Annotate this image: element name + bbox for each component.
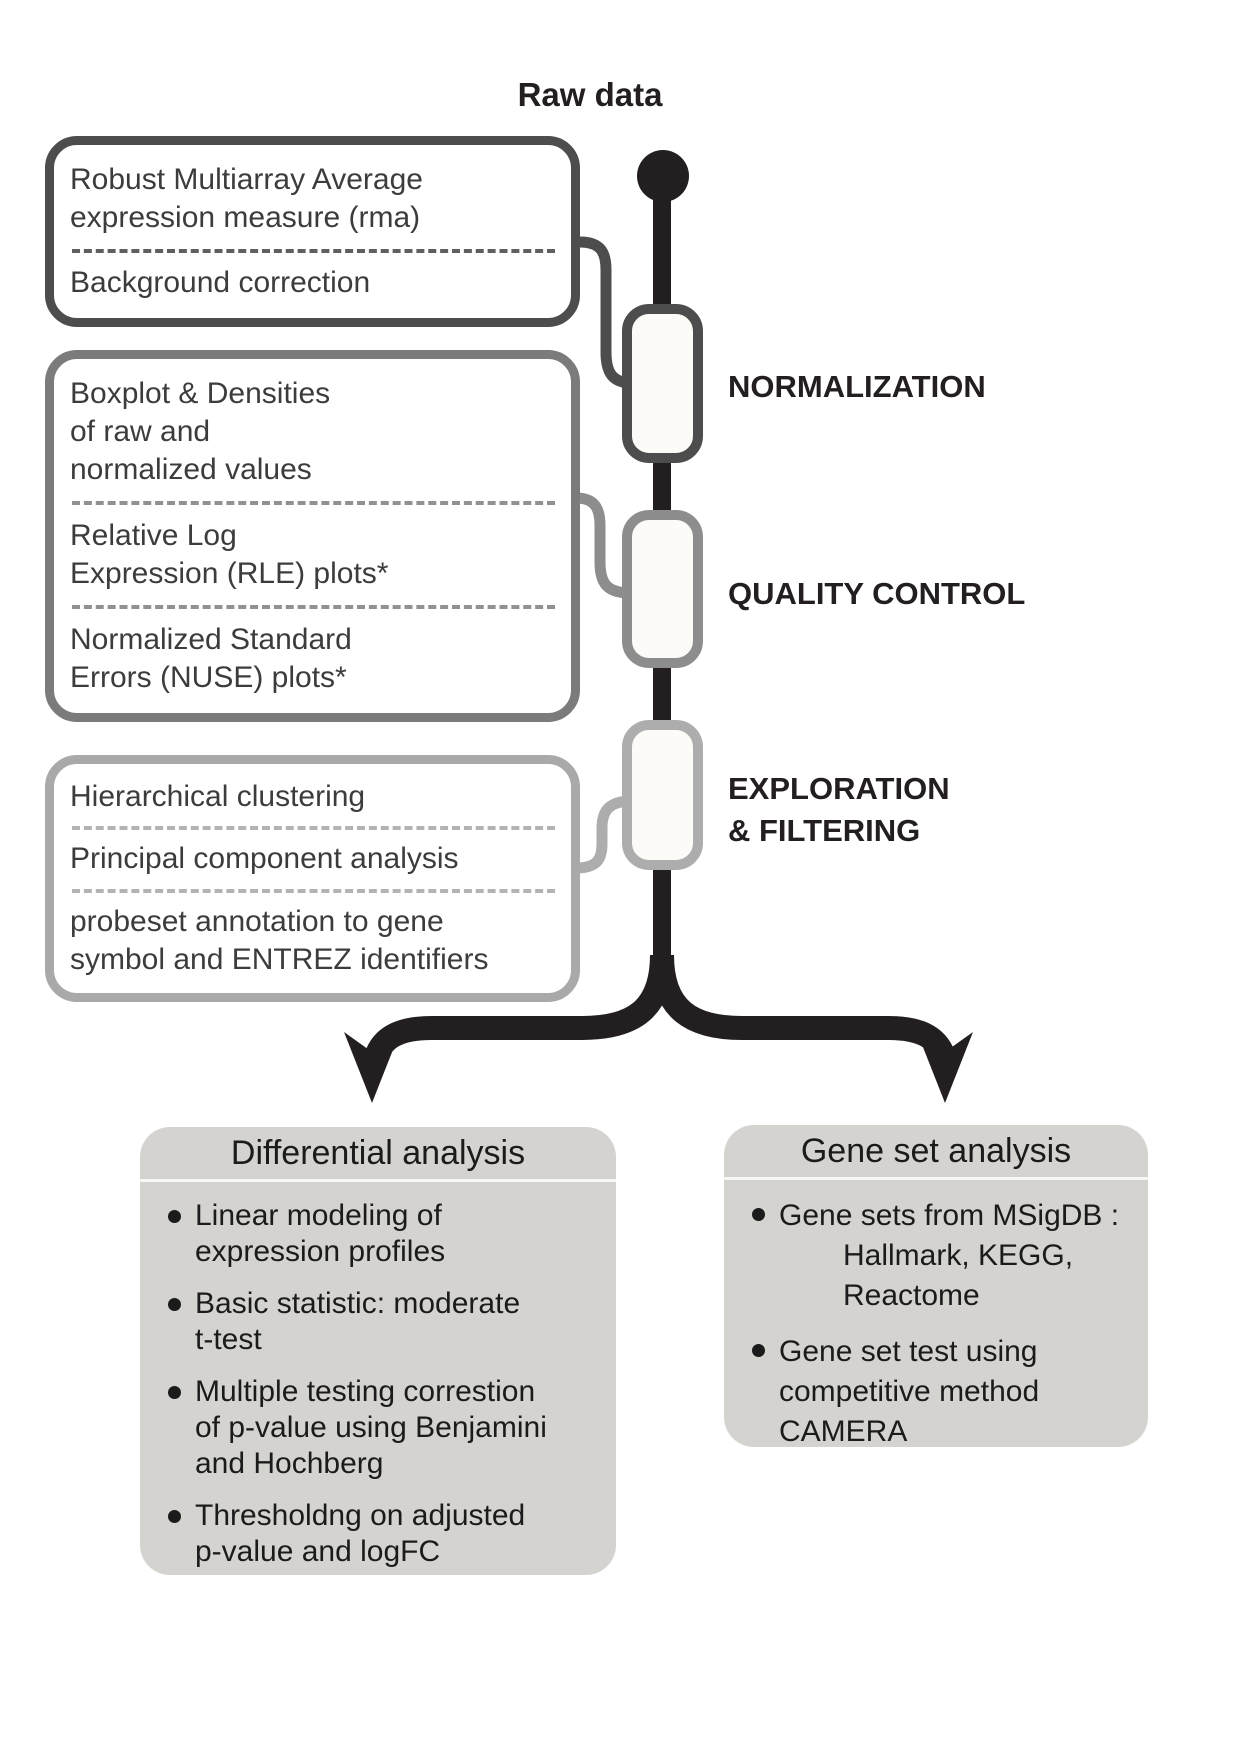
analysis-box-body bbox=[140, 1182, 616, 1570]
analysis-box-title: Gene set analysis bbox=[724, 1125, 1148, 1180]
method-line: of raw and bbox=[70, 415, 211, 448]
bullet-text bbox=[779, 1196, 1119, 1316]
method-section bbox=[70, 621, 557, 697]
bullet-line: Reactome bbox=[843, 1279, 980, 1312]
stage-label-line: EXPLORATION bbox=[728, 771, 950, 806]
method-line: normalized values bbox=[70, 453, 312, 486]
method-line: Expression (RLE) plots* bbox=[70, 557, 389, 590]
bullet-item bbox=[752, 1332, 1140, 1452]
dashed-divider bbox=[72, 605, 555, 609]
bullet-line: t-test bbox=[195, 1323, 262, 1356]
analysis-box-gene-set bbox=[724, 1125, 1148, 1447]
analysis-box-title: Differential analysis bbox=[140, 1127, 616, 1182]
bullet-item bbox=[168, 1498, 608, 1570]
bullet-line: and Hochberg bbox=[195, 1447, 384, 1480]
bullet-line: expression profiles bbox=[195, 1235, 446, 1268]
stage-node-exploration bbox=[627, 725, 698, 865]
bullet-item bbox=[168, 1286, 608, 1358]
method-section bbox=[70, 840, 557, 878]
method-section bbox=[70, 264, 557, 302]
method-section bbox=[70, 778, 557, 816]
method-line: Background correction bbox=[70, 266, 371, 300]
bullet-line: competitive method bbox=[779, 1375, 1040, 1408]
bullet-item bbox=[168, 1198, 608, 1270]
method-box-quality-control bbox=[45, 350, 580, 722]
bullet-line: Basic statistic: moderate bbox=[195, 1287, 521, 1320]
bullet-line: CAMERA bbox=[779, 1415, 908, 1448]
method-line: Principal component analysis bbox=[70, 842, 459, 876]
method-line: probeset annotation to gene bbox=[70, 904, 444, 938]
stage-label-quality-control: QUALITY CONTROL bbox=[728, 576, 1026, 611]
branch-right bbox=[662, 955, 945, 1060]
dashed-divider bbox=[72, 501, 555, 505]
dashed-divider bbox=[72, 249, 555, 253]
raw-data-node bbox=[637, 150, 689, 202]
method-line: Hierarchical clustering bbox=[70, 780, 366, 814]
dashed-divider bbox=[72, 826, 555, 830]
stage-node-quality-control bbox=[627, 515, 698, 663]
bullet-text bbox=[779, 1332, 1039, 1452]
bullet-item bbox=[752, 1196, 1140, 1316]
bullet-line: Gene sets from MSigDB : bbox=[779, 1199, 1120, 1232]
bullet-text bbox=[195, 1374, 547, 1482]
method-section bbox=[70, 517, 557, 593]
method-line: Relative Log bbox=[70, 519, 237, 552]
bullet-text bbox=[195, 1498, 525, 1570]
bullet-item bbox=[168, 1374, 608, 1482]
bullet-line: of p-value using Benjamini bbox=[195, 1411, 547, 1444]
stage-label-line: & FILTERING bbox=[728, 813, 921, 848]
bullet-line: p-value and logFC bbox=[195, 1535, 441, 1568]
bullet-line: Hallmark, KEGG, bbox=[843, 1239, 1074, 1272]
method-section bbox=[70, 903, 557, 979]
dashed-divider bbox=[72, 889, 555, 893]
method-line: Boxplot & Densities bbox=[70, 377, 331, 410]
method-line: expression measure (rma) bbox=[70, 200, 421, 234]
raw-data-label: Raw data bbox=[517, 76, 663, 113]
analysis-box-differential bbox=[140, 1127, 616, 1575]
method-section bbox=[70, 375, 557, 489]
method-line: symbol and ENTREZ identifiers bbox=[70, 942, 489, 976]
method-section bbox=[70, 161, 557, 237]
method-line: Errors (NUSE) plots* bbox=[70, 661, 347, 694]
stage-label-normalization: NORMALIZATION bbox=[728, 369, 986, 404]
connector-quality-control bbox=[572, 498, 630, 593]
method-box-normalization bbox=[45, 136, 580, 327]
bullet-text bbox=[195, 1198, 445, 1270]
bullet-text bbox=[195, 1286, 520, 1358]
bullet-line: Linear modeling of bbox=[195, 1199, 442, 1232]
bullet-line: Multiple testing correstion bbox=[195, 1375, 536, 1408]
bullet-line: Gene set test using bbox=[779, 1335, 1038, 1368]
method-box-exploration bbox=[45, 755, 580, 1002]
bullet-line: Thresholdng on adjusted bbox=[195, 1499, 526, 1532]
stage-label-exploration bbox=[728, 768, 950, 852]
method-line: Robust Multiarray Average bbox=[70, 162, 423, 196]
method-line: Normalized Standard bbox=[70, 623, 352, 656]
stage-node-normalization bbox=[627, 309, 698, 458]
analysis-box-body bbox=[724, 1180, 1148, 1452]
